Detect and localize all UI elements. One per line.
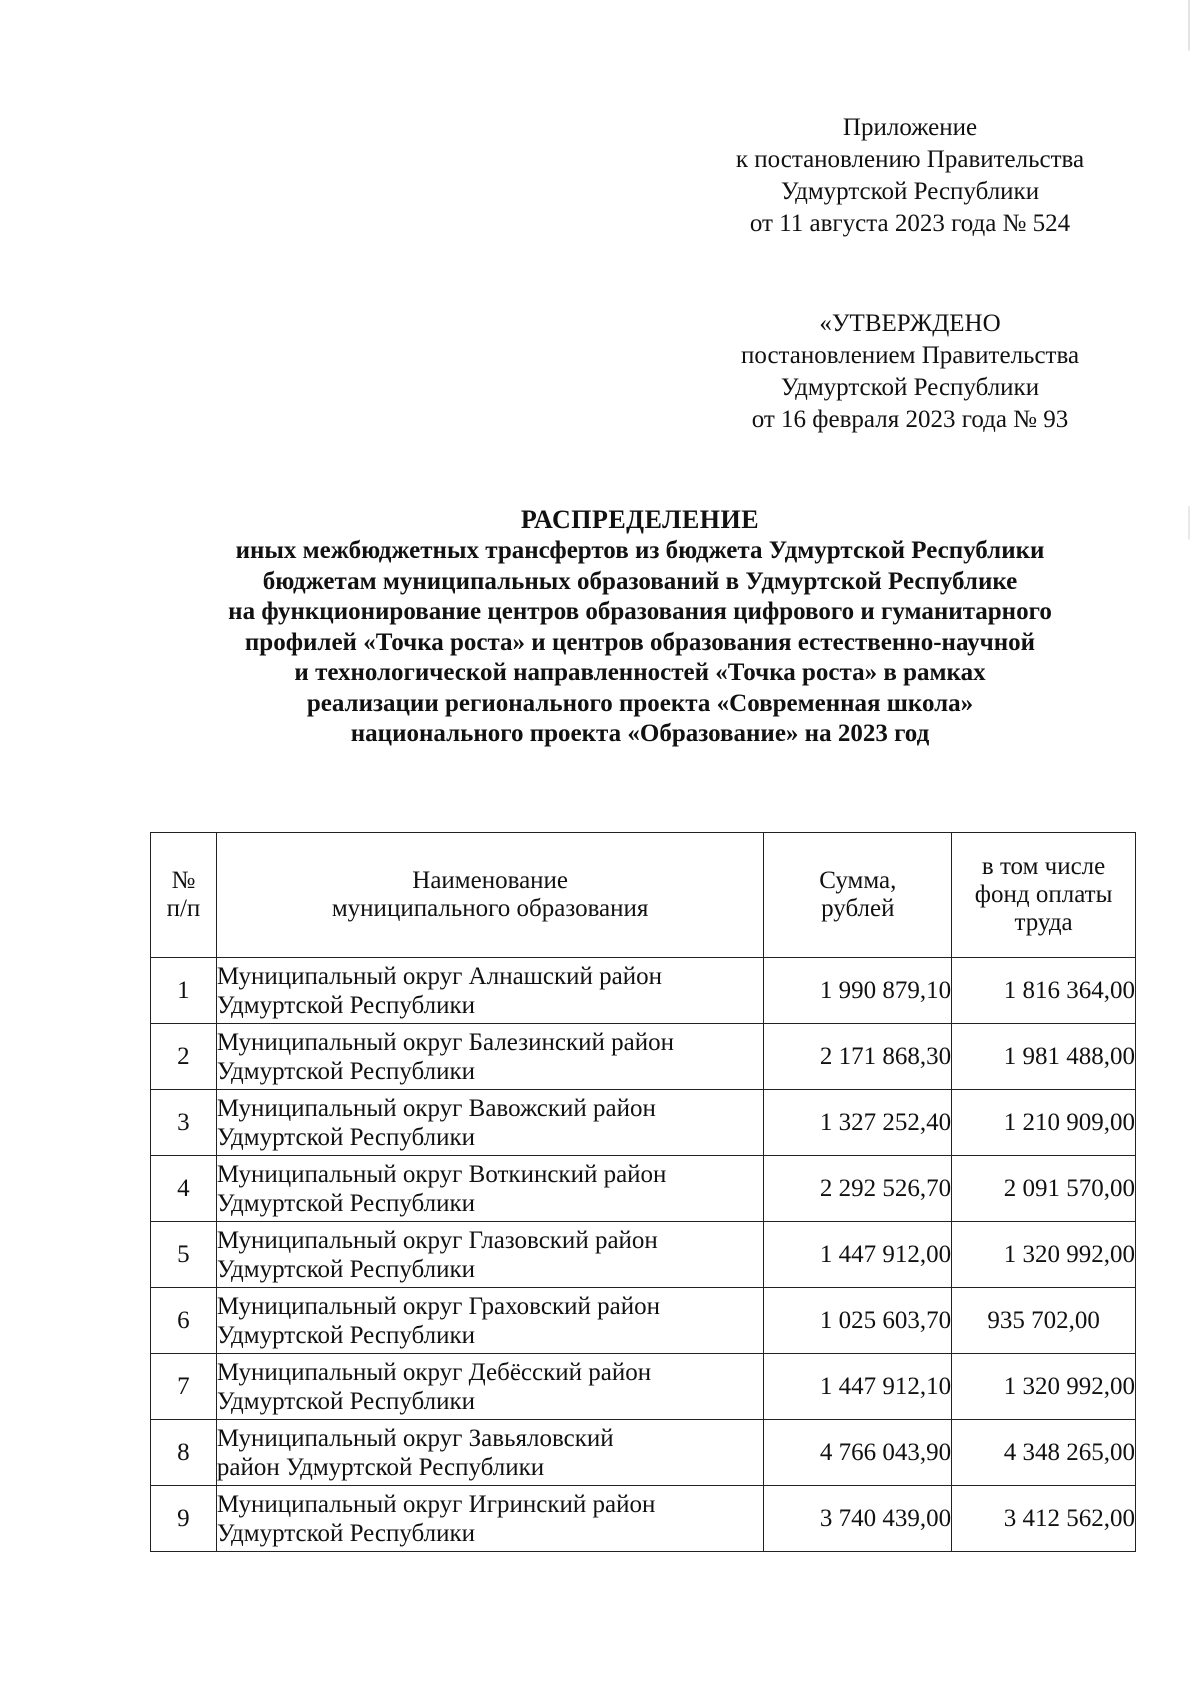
row-wage-fund: 1 816 364,00 bbox=[952, 958, 1136, 1024]
table-row bbox=[151, 1090, 1136, 1156]
row-number: 9 bbox=[151, 1486, 217, 1552]
annex-line: Удмуртской Республики bbox=[780, 178, 1040, 205]
row-municipality: Муниципальный округ Завьяловский район Удмуртской Республики bbox=[216, 1420, 764, 1486]
subtitle-line: национального проекта «Образование» на 2023 год bbox=[350, 720, 930, 747]
row-municipality: Муниципальный округ Балезинский район Удмуртской Республики bbox=[216, 1024, 764, 1090]
table-row bbox=[151, 1222, 1136, 1288]
annex-line: от 11 августа 2023 года № 524 bbox=[749, 210, 1071, 237]
row-number: 6 bbox=[151, 1288, 217, 1354]
row-municipality: Муниципальный округ Игринский район Удмуртской Республики bbox=[216, 1486, 764, 1552]
subtitle-line: реализации регионального проекта «Современная школа» bbox=[306, 689, 974, 717]
row-sum: 1 447 912,10 bbox=[764, 1354, 952, 1420]
approval-line: от 16 февраля 2023 года № 93 bbox=[751, 406, 1069, 433]
subtitle-line: и технологической направленностей «Точка роста» в рамках bbox=[294, 659, 986, 686]
row-wage-fund: 3 412 562,00 bbox=[952, 1486, 1136, 1552]
row-municipality: Муниципальный округ Дебёсский район Удмуртской Республики bbox=[216, 1354, 764, 1420]
row-number: 4 bbox=[151, 1156, 217, 1222]
annex-line: Приложение bbox=[842, 114, 978, 141]
row-municipality: Муниципальный округ Глазовский район Удмуртской Республики bbox=[216, 1222, 764, 1288]
title-subtitle bbox=[130, 536, 1150, 750]
row-sum: 1 025 603,70 bbox=[764, 1288, 952, 1354]
document-title bbox=[130, 504, 1150, 750]
row-number: 1 bbox=[151, 958, 217, 1024]
row-wage-fund: 1 981 488,00 bbox=[952, 1024, 1136, 1090]
approval-line: «УТВЕРЖДЕНО bbox=[819, 310, 1001, 337]
table-row bbox=[151, 1156, 1136, 1222]
row-sum: 4 766 043,90 bbox=[764, 1420, 952, 1486]
row-municipality: Муниципальный округ Граховский район Удмуртской Республики bbox=[216, 1288, 764, 1354]
row-wage-fund: 1 210 909,00 bbox=[952, 1090, 1136, 1156]
row-number: 5 bbox=[151, 1222, 217, 1288]
approval-line: постановлением Правительства bbox=[740, 342, 1080, 369]
header-name: Наименование муниципального образования bbox=[216, 833, 764, 958]
row-number: 3 bbox=[151, 1090, 217, 1156]
row-sum: 1 447 912,00 bbox=[764, 1222, 952, 1288]
subtitle-line: иных межбюджетных трансфертов из бюджета Удмуртской Республики bbox=[235, 537, 1045, 564]
scan-edge-artifact bbox=[1188, 0, 1190, 1686]
subtitle-line: на функционирование центров образования цифрового и гуманитарного bbox=[228, 598, 1052, 625]
header-sum: Сумма, рублей bbox=[764, 833, 952, 958]
annex-line: к постановлению Правительства bbox=[735, 146, 1085, 173]
title-heading: РАСПРЕДЕЛЕНИЕ bbox=[520, 505, 760, 534]
row-sum: 2 292 526,70 bbox=[764, 1156, 952, 1222]
table-row bbox=[151, 958, 1136, 1024]
row-wage-fund: 935 702,00 bbox=[952, 1288, 1136, 1354]
distribution-table bbox=[150, 832, 1136, 1552]
row-municipality: Муниципальный округ Вавожский район Удмуртской Республики bbox=[216, 1090, 764, 1156]
row-wage-fund: 2 091 570,00 bbox=[952, 1156, 1136, 1222]
table-row bbox=[151, 1288, 1136, 1354]
row-sum: 1 990 879,10 bbox=[764, 958, 952, 1024]
header-wage-fund: в том числе фонд оплаты труда bbox=[952, 833, 1136, 958]
annex-block bbox=[700, 112, 1120, 240]
row-sum: 3 740 439,00 bbox=[764, 1486, 952, 1552]
row-sum: 1 327 252,40 bbox=[764, 1090, 952, 1156]
row-sum: 2 171 868,30 bbox=[764, 1024, 952, 1090]
approval-line: Удмуртской Республики bbox=[780, 374, 1040, 401]
header-number: № п/п bbox=[151, 833, 217, 958]
table-row bbox=[151, 1420, 1136, 1486]
table-header-row bbox=[151, 833, 1136, 958]
row-number: 2 bbox=[151, 1024, 217, 1090]
row-wage-fund: 4 348 265,00 bbox=[952, 1420, 1136, 1486]
approval-block bbox=[700, 308, 1120, 436]
table-row bbox=[151, 1486, 1136, 1552]
subtitle-line: бюджетам муниципальных образований в Удмуртской Республике bbox=[262, 567, 1018, 595]
row-wage-fund: 1 320 992,00 bbox=[952, 1354, 1136, 1420]
row-municipality: Муниципальный округ Алнашский район Удмуртской Республики bbox=[216, 958, 764, 1024]
table-row bbox=[151, 1024, 1136, 1090]
row-number: 8 bbox=[151, 1420, 217, 1486]
table-row bbox=[151, 1354, 1136, 1420]
row-wage-fund: 1 320 992,00 bbox=[952, 1222, 1136, 1288]
row-municipality: Муниципальный округ Воткинский район Удмуртской Республики bbox=[216, 1156, 764, 1222]
subtitle-line: профилей «Точка роста» и центров образования естественно-научной bbox=[244, 628, 1036, 656]
row-number: 7 bbox=[151, 1354, 217, 1420]
